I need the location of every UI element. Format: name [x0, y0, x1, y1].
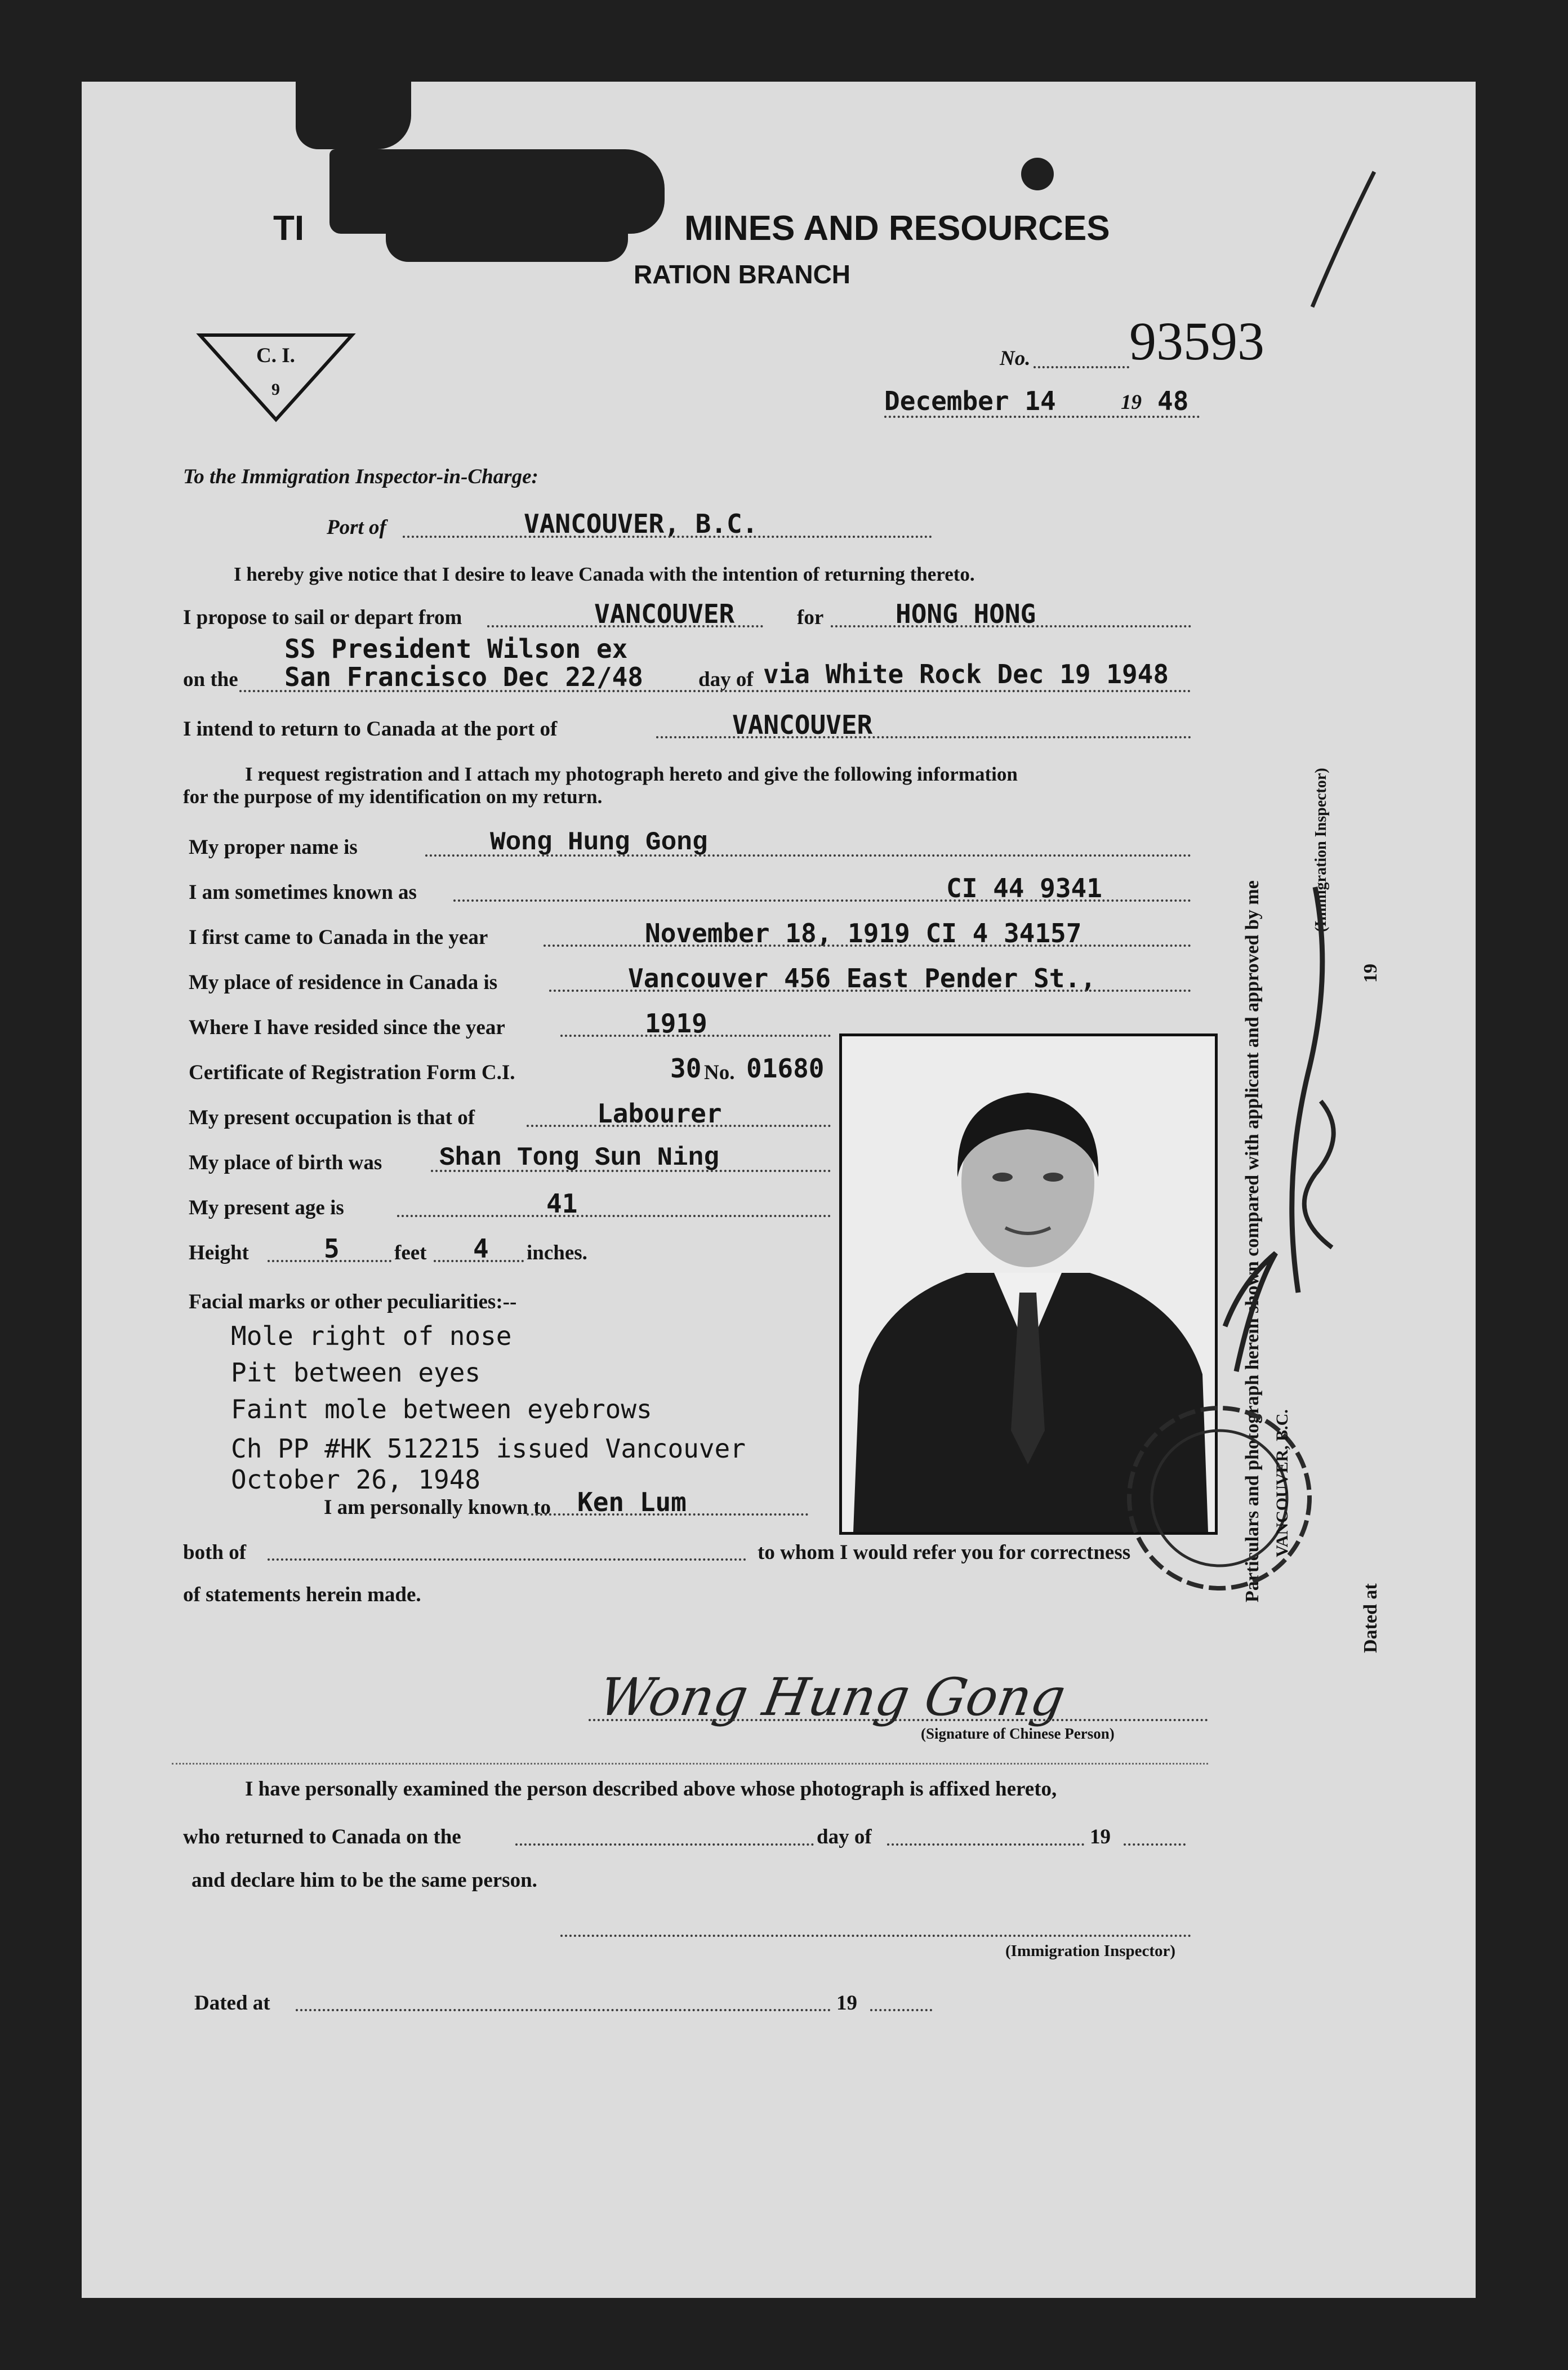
certificate-form: 30	[670, 1053, 702, 1084]
proper-name-value: Wong Hung Gong	[490, 828, 708, 857]
returned-label: who returned to Canada on the	[183, 1825, 461, 1848]
day-of-label: day of	[698, 668, 754, 691]
mark-item: Pit between eyes	[231, 1357, 481, 1388]
port-dots	[403, 536, 932, 538]
resided-since-value: 1919	[645, 1008, 707, 1039]
via-value: via White Rock Dec 19 1948	[763, 659, 1169, 689]
proper-name-label: My proper name is	[189, 836, 358, 859]
birth-label: My place of birth was	[189, 1151, 382, 1174]
known-to-value: Ken Lum	[577, 1487, 687, 1517]
section-divider	[172, 1763, 1208, 1765]
inspector-initials	[1202, 786, 1405, 1377]
height-feet: 5	[324, 1233, 340, 1264]
age-label: My present age is	[189, 1196, 344, 1219]
return-label: I intend to return to Canada at the port of	[183, 718, 558, 741]
margin-dated-label: Dated at	[1360, 1583, 1381, 1653]
return-value: VANCOUVER	[732, 710, 873, 740]
number-dots	[1034, 366, 1129, 368]
date-text: December 14	[884, 386, 1056, 416]
height-inches: 4	[473, 1233, 489, 1264]
known-to-dots	[527, 1513, 808, 1516]
badge-top: C. I.	[256, 344, 295, 367]
margin-year: 19	[1360, 964, 1381, 983]
feet-label: feet	[394, 1241, 427, 1264]
ship-line1: SS President Wilson ex	[284, 634, 628, 664]
height-feet-dots	[268, 1260, 391, 1262]
refer-label: to whom I would refer you for correctness	[758, 1541, 1131, 1564]
inspector-sign-dots	[560, 1935, 1191, 1937]
marks-label: Facial marks or other peculiarities:--	[189, 1290, 517, 1313]
dated-year: 19	[836, 1992, 857, 2015]
declare-label: and declare him to be the same person.	[191, 1869, 537, 1892]
year-suffix: 48	[1157, 386, 1189, 416]
redaction-lower	[386, 228, 628, 262]
both-of-dots	[268, 1558, 746, 1561]
depart-value: VANCOUVER	[594, 599, 735, 629]
date-dots	[884, 416, 1200, 418]
age-value: 41	[546, 1188, 578, 1219]
punch-hole	[1021, 158, 1054, 190]
form-number: 93593	[1129, 311, 1264, 371]
depart-dots	[487, 625, 763, 627]
first-came-label: I first came to Canada in the year	[189, 926, 488, 949]
via-dots	[239, 690, 1191, 692]
signature-dots	[589, 1719, 1208, 1721]
inspector-line1: I have personally examined the person described above whose photograph is affixed hereto,	[245, 1778, 1057, 1801]
inspector-day-of-label: day of	[817, 1825, 872, 1848]
inspector-year-label: 19	[1090, 1825, 1111, 1848]
port-value: VANCOUVER, B.C.	[524, 509, 758, 539]
certificate-no-value: 01680	[746, 1053, 825, 1084]
dated-dots	[296, 2009, 831, 2011]
first-came-dots	[544, 945, 1191, 947]
mark-item: October 26, 1948	[231, 1464, 481, 1495]
returned-dots	[515, 1843, 814, 1846]
return-dots	[656, 736, 1191, 738]
residence-value: Vancouver 456 East Pender St.,	[628, 963, 1096, 994]
margin-vertical-text: Particulars and photograph herein shown compared with applicant and approved by me	[1242, 880, 1263, 1602]
known-to-label: I am personally known to	[324, 1496, 551, 1519]
height-inches-dots	[434, 1260, 524, 1262]
torn-corner	[296, 82, 411, 149]
dated-year-dots	[870, 2009, 932, 2011]
number-label: No.	[1000, 347, 1031, 370]
on-the-label: on the	[183, 668, 238, 691]
inches-label: inches.	[527, 1241, 587, 1264]
birth-dots	[431, 1170, 831, 1172]
occupation-value: Labourer	[597, 1098, 722, 1129]
certificate-label: Certificate of Registration Form C.I.	[189, 1061, 515, 1084]
certificate-no-label: No.	[704, 1061, 735, 1084]
inspector-caption: (Immigration Inspector)	[1005, 1942, 1176, 1960]
signature-caption: (Signature of Chinese Person)	[921, 1725, 1115, 1742]
for-label: for	[797, 606, 824, 629]
known-as-dots	[453, 899, 1191, 902]
statements-label: of statements herein made.	[183, 1583, 421, 1606]
inspector-year-dots	[1124, 1843, 1186, 1846]
inspector-day-dots	[887, 1843, 1084, 1846]
check-mark	[1301, 166, 1380, 313]
mark-item: Faint mole between eyebrows	[231, 1394, 652, 1424]
year-prefix: 19	[1121, 391, 1142, 414]
residence-label: My place of residence in Canada is	[189, 971, 498, 994]
badge-bottom: 9	[271, 380, 280, 399]
addressee-line: To the Immigration Inspector-in-Charge:	[183, 465, 538, 488]
request-line2: for the purpose of my identification on my return.	[183, 786, 603, 808]
proper-name-dots	[425, 854, 1191, 857]
known-as-label: I am sometimes known as	[189, 881, 417, 904]
stamp-text: VANCOUVER, B.C.	[1273, 1409, 1291, 1557]
both-of-label: both of	[183, 1541, 247, 1564]
title-left: TI	[273, 209, 305, 248]
dated-label: Dated at	[194, 1992, 270, 2015]
for-value: HONG HONG	[896, 599, 1036, 629]
request-line1: I request registration and I attach my photograph hereto and give the following information	[245, 763, 1018, 785]
title-right: MINES AND RESOURCES	[684, 209, 1110, 248]
occupation-label: My present occupation is that of	[189, 1106, 475, 1129]
known-as-value: CI 44 9341	[946, 873, 1102, 903]
immigration-form	[82, 82, 1476, 2298]
mark-item: Mole right of nose	[231, 1321, 512, 1351]
height-label: Height	[189, 1241, 249, 1264]
age-dots	[397, 1215, 831, 1217]
for-dots	[831, 625, 1191, 627]
notice-text: I hereby give notice that I desire to leave Canada with the intention of returning thereto.	[234, 563, 975, 585]
residence-dots	[549, 990, 1191, 992]
mark-item: Ch PP #HK 512215 issued Vancouver	[231, 1433, 746, 1464]
ship-line2: San Francisco Dec 22/48	[284, 662, 643, 692]
first-came-value: November 18, 1919 CI 4 34157	[645, 918, 1082, 948]
resided-since-label: Where I have resided since the year	[189, 1016, 505, 1039]
occupation-dots	[527, 1125, 831, 1127]
port-label: Port of	[327, 516, 386, 539]
depart-label: I propose to sail or depart from	[183, 606, 462, 629]
redaction	[329, 149, 665, 234]
birth-value: Shan Tong Sun Ning	[439, 1143, 719, 1173]
applicant-signature: Wong Hung Gong	[594, 1667, 1070, 1727]
margin-inspector-caption: (Immigration Inspector)	[1312, 768, 1330, 932]
resided-since-dots	[560, 1035, 831, 1037]
subtitle: RATION BRANCH	[634, 260, 851, 289]
